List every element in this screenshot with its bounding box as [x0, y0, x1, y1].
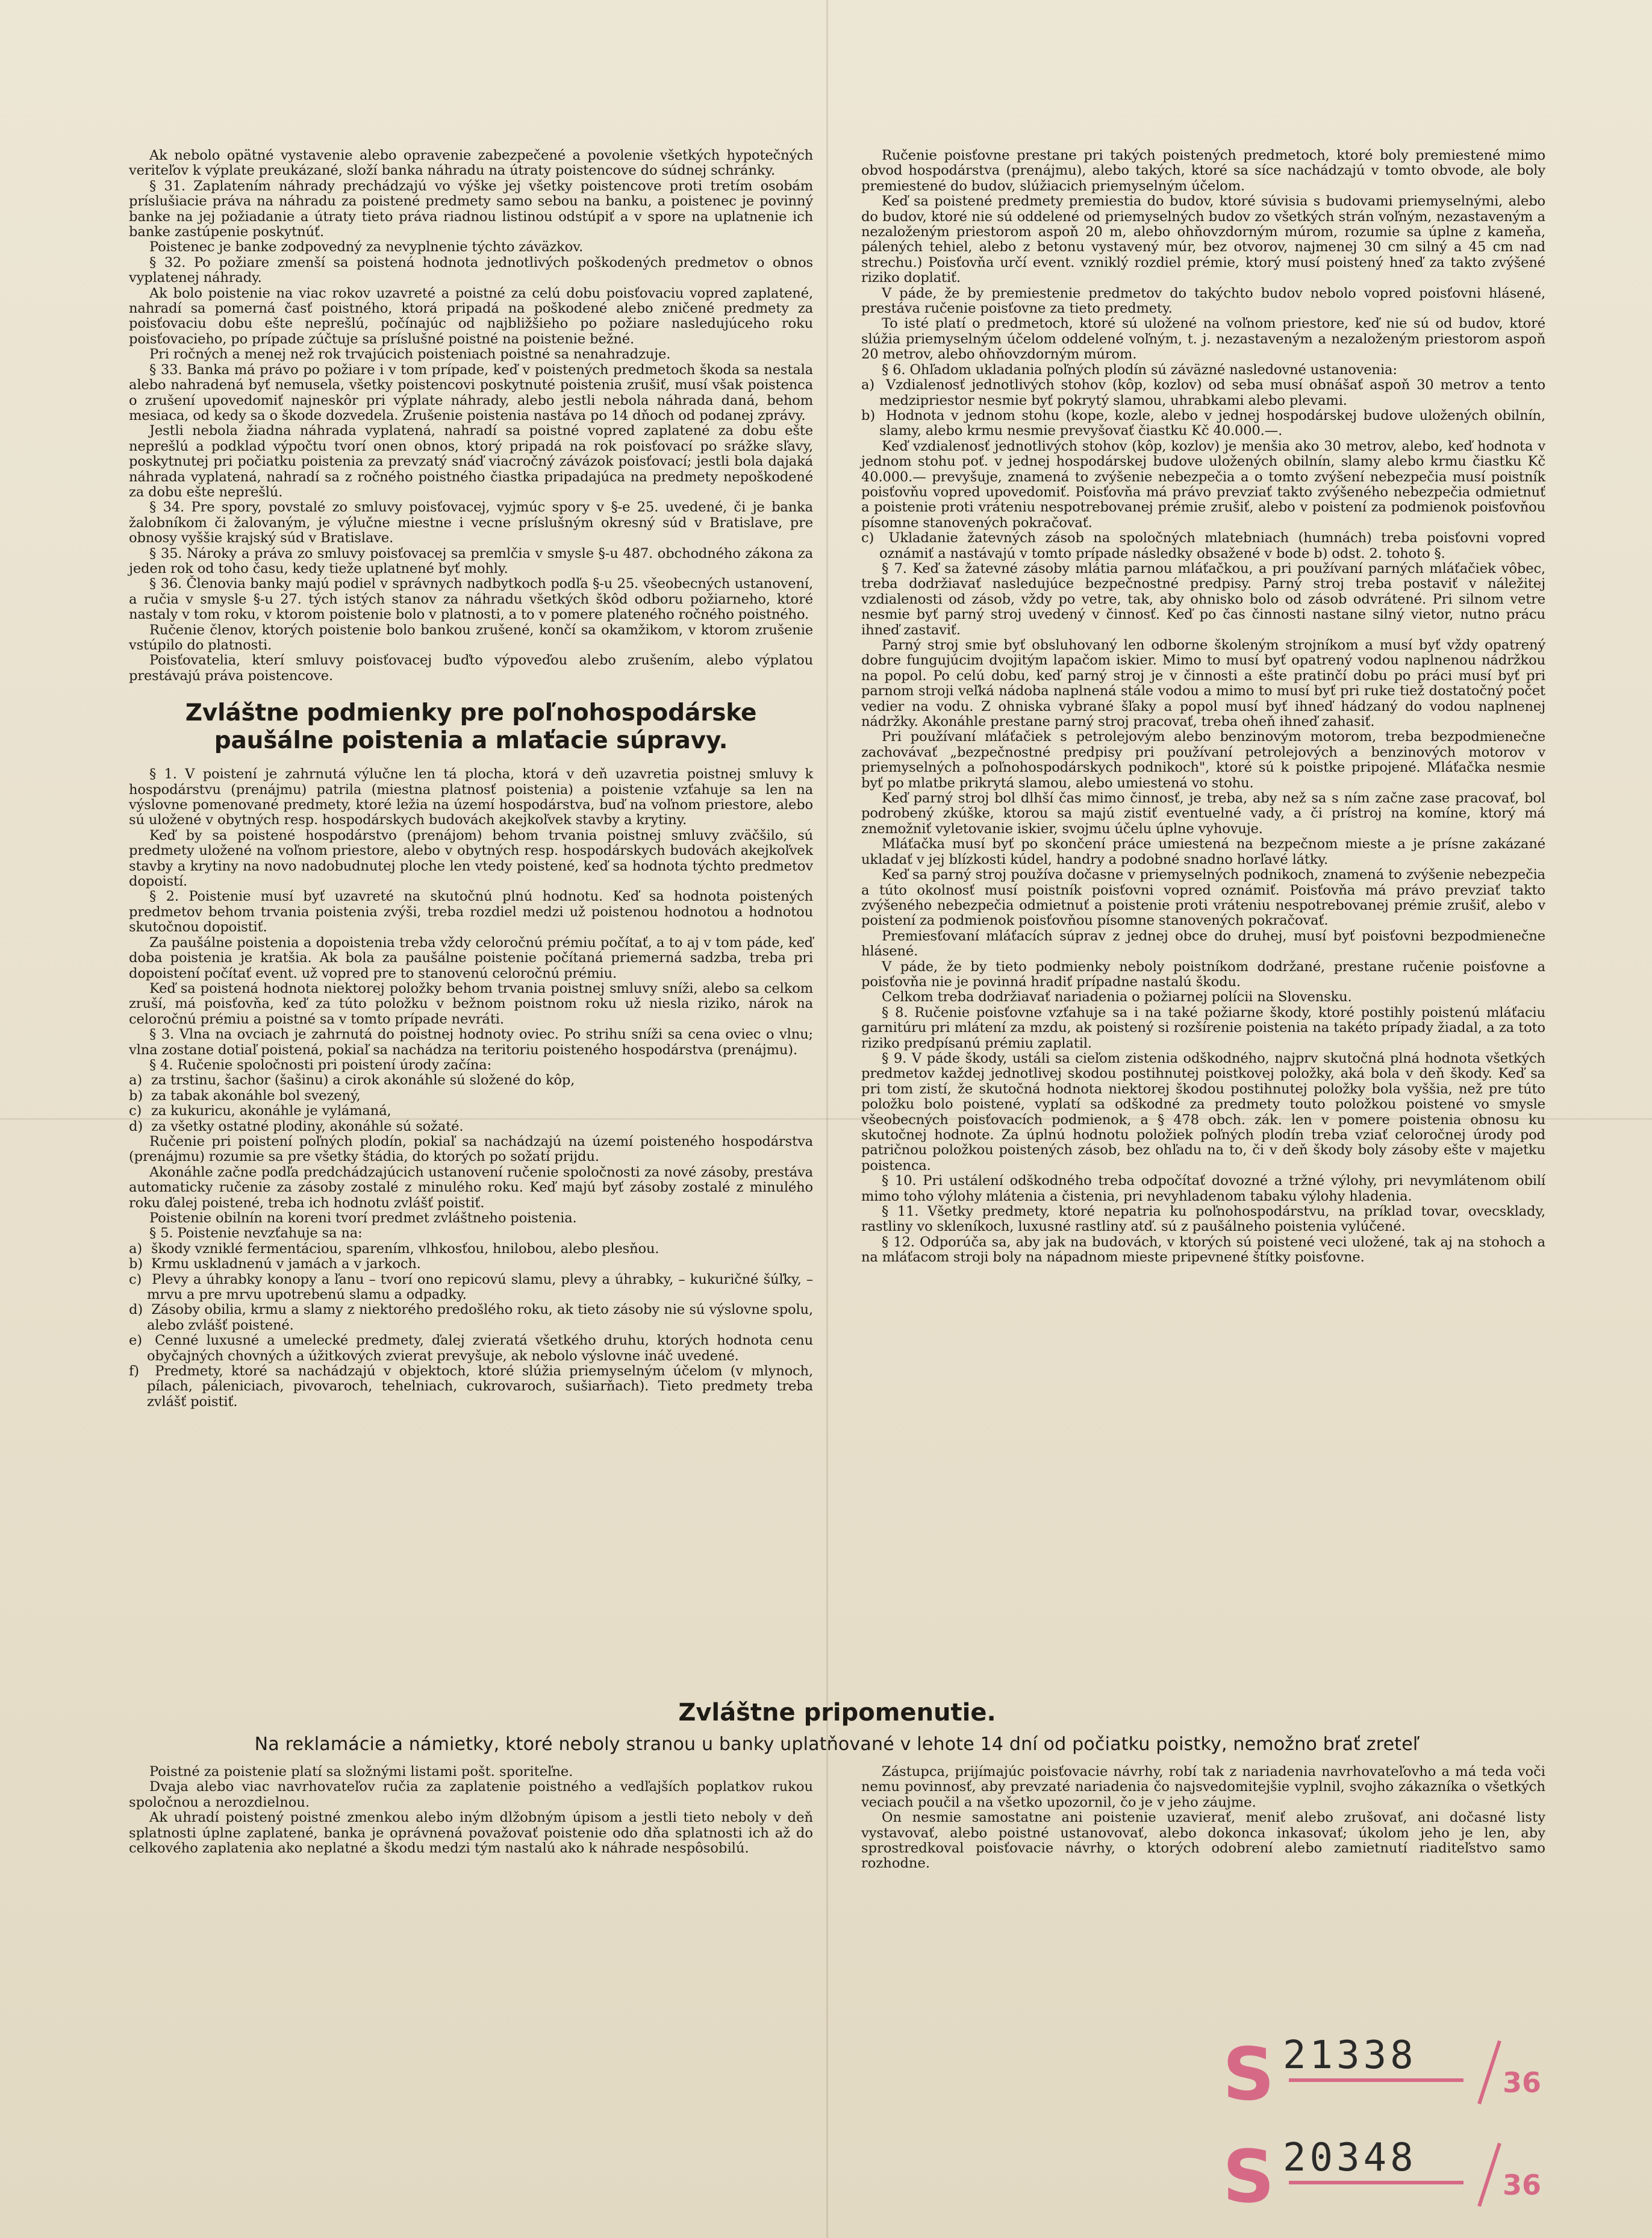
paragraph: Celkom treba dodržiavať nariadenia o požiarnej polícii na Slovensku.	[882, 989, 1352, 1005]
list-item-text: za trstinu, šachor (šašinu) a cirok akonáhle sú složené do kôp,	[147, 1072, 575, 1089]
paragraph: Ručenie pri poistení poľných plodín, pokiaľ sa nachádzajú na území poisteného hospodárstva (prenájmu) rozumie sa pre všetky štádia, do ktorých po sožatí prijdu.	[129, 1133, 813, 1165]
list-item-label: d)	[129, 1302, 143, 1318]
list-item	[861, 408, 1545, 439]
stamp-letter-1: S	[1223, 2033, 1275, 2117]
list-item-text: škody vzniklé fermentáciou, sparením, vlhkosťou, hnilobou, alebo plesňou.	[147, 1240, 659, 1257]
remark-left	[129, 1764, 813, 1856]
list-item-label: c)	[129, 1103, 142, 1119]
section-heading: Zvláštne podmienky pre poľnohospodárske paušálne poistenia a mlaťacie súpravy.	[185, 699, 757, 755]
paragraph: Ručenie členov, ktorých poistenie bolo bankou zrušené, končí sa okamžikom, v ktorom zrušenie vstúpilo do platnosti.	[129, 622, 813, 653]
paragraph: Jestli nebola žiadna náhrada vyplatená, nahradí sa poistné vopred zaplatené za dobu ešte neprešlú a podklad výpočtu tvorí onen obnos, ktorý pripadá na rok poisťovací po srážke sľavy, poskytnutej pri počiatku poistenia za prevzatý snáď viacročný závázok poisťovací; jestli bola dajaká náhrada vyplatená, nahradí sa z ročného poistného čiastka pripadajúca na predmety nepoškodené za dobu ešte neprešlú.	[129, 423, 813, 500]
paragraph: Akonáhle začne podľa predchádzajúcich ustanovení ručenie spoločnosti za nové zásoby, prestáva automaticky ručenie za zásoby zostalé z minulého roku. Keď majú byť zásoby zostalé z minulého roku ďalej poistené, treba ich hodnotu zvlášť poistiť.	[129, 1164, 813, 1211]
list-item-label: c)	[129, 1271, 142, 1287]
left-list-a	[129, 1073, 813, 1134]
stamp-number-1: 21338	[1283, 2033, 1417, 2078]
paragraph: Poistenec je banke zodpovedný za nevyplnenie týchto záväzkov.	[149, 239, 584, 255]
list-item-text: za kukuricu, akonáhle je vylámaná,	[147, 1103, 391, 1119]
paragraph: § 32. Po požiare zmenší sa poistená hodnota jednotlivých poškodených predmetov o obnos vyplatenej náhrady.	[129, 254, 813, 286]
paragraph: On nesmie samostatne ani poistenie uzavierať, meniť alebo zrušovať, ani dočasné listy vystavovať, alebo poistné ustanovovať, alebo dokonca inkasovať; úkolom jeho je len, aby sprostredkoval poisťovacie návrhy, o ktorých odobrení alebo zamietnutí riaditeľstvo samo rozhodne.	[861, 1810, 1545, 1872]
stamp-slash-2	[1477, 2143, 1501, 2207]
paragraph: § 8. Ručenie poisťovne vzťahuje sa i na také požiarne škody, ktoré postihly poistenú mláťaciu garnitúru pri mlátení za mzdu, ak poistený si rozšírenie poistenia na takéto prípady žiadal, a za toto riziko predpísanú prémiu zaplatil.	[861, 1004, 1545, 1051]
list-item-text: Predmety, ktoré sa nachádzajú v objektoch, ktoré slúžia priemyselným účelom (v mlynoch, pílach, páleniciach, pivovaroch, tehelniach, cukrovaroch, sušiarňach). Tieto predmety treba zvlášť poistiť.	[147, 1363, 813, 1410]
list-item	[129, 1272, 813, 1303]
paragraph: Ak uhradí poistený poistné zmenkou alebo iným dlžobným úpisom a jestli tieto neboly v deň splatnosti úplne zaplatené, banka je oprávnená považovať poistenie odo dňa splatnosti ich až do celkového zaplatenia ako neplatné a škodu medzi tým nastalú ako k náhrade nespôsobilú.	[129, 1810, 813, 1857]
paragraph: § 34. Pre spory, povstalé zo smluvy poisťovacej, vyjmúc spory v §-e 25. uvedené, či je banka žalobníkom či žalovaným, je výlučne miestne i vecne príslušným okresný súd v Bratislave, pre obnosy vyššie krajský súd v Bratislave.	[129, 499, 813, 546]
paragraph: § 10. Pri ustálení odškodného treba odpočítať dovozné a tržné výlohy, pri nevymlátenom obilí mimo toho výlohy mlátenia a čistenia, pri nevyhladenom tabaku výlohy hladenia.	[861, 1173, 1545, 1204]
paragraph: Parný stroj smie byť obsluhovaný len odborne školeným strojníkom a musí byť vždy opatrený dobre fungujúcim dvojitým lapačom iskier. Mimo to musí byť opatrený vodou naplnenou nádržkou na popol. Po celú dobu, keď parný stroj je v činnosti a ešte pratinčí dobu po práci musí byť pri parnom stroji veľká nádoba naplnená stále vodou a mimo to musí byť pri ruke tiež dostatočný počet vedier na vodu. Z ohniska vybrané šľaky a popol musí byť ihneď hádzaný do vodou naplnenej nádržky. Akonáhle prestane parný stroj pracovať, treba oheň ihneď zahasiť.	[861, 637, 1545, 730]
paragraph: Keď sa poistené predmety premiestia do budov, ktoré súvisia s budovami priemyselnými, alebo do budov, ktoré nie sú oddelené od priemyselných budov zo všetkých strán voľným, nezastaveným a nezaloženým priestorom aspoň 20 m, alebo ohňovzdorným múrom, rozumie sa úplne z kameňa, pálených tehiel, alebo z betonu vystavený múr, bez otvorov, najmenej 30 cm silný a 45 cm nad strechu.) Poisťovňa určí event. vzniklý rozdiel prémie, ktorý musí poistený hneď za takto zvýšené riziko doplatiť.	[861, 193, 1545, 286]
paragraph: Zástupca, prijímajúc poisťovacie návrhy, robí tak z nariadenia navrhovateľovho a má teda voči nemu povinnosť, aby prevzaté nariadenia čo najsvedomitejšie vyplnil, svojho zákazníka o všetkých veciach poučil a na všetko upozornil, čo je v jeho záujme.	[861, 1764, 1545, 1810]
right-paragraphs-2	[861, 439, 1545, 531]
list-item	[861, 531, 1545, 561]
list-item-label: a)	[129, 1240, 142, 1257]
paragraph: Keď sa poistená hodnota niektorej položky behom trvania poistnej smluvy sníži, alebo sa celkom zruší, má poisťovňa, keď za túto položku v bežnom poistnom roku už niesla riziko, nárok na celoročnú prémiu a poistné sa v tomto prípade nevráti.	[129, 980, 813, 1027]
remark-lead: Na reklamácie a námietky, ktoré neboly stranou u banky uplatňované v lehote 14 dní od počiatku poistky, nemožno brať zreteľ	[254, 1734, 1420, 1755]
list-item-text: za tabak akonáhle bol svezený,	[147, 1087, 361, 1104]
paragraph: Mláťačka musí byť po skončení práce umiestená na bezpečnom mieste a je prísne zakázané ukladať v jej blízkosti kúdel, handry a podobné snadno horľavé látky.	[861, 836, 1545, 867]
list-item	[129, 1302, 813, 1333]
list-item	[129, 1242, 813, 1257]
list-item	[129, 1119, 813, 1134]
list-item-text: Zásoby obilia, krmu a slamy z niektorého predošlého roku, ak tieto zásoby nie sú výslovne spolu, alebo zvlášť poistené.	[147, 1302, 813, 1333]
list-item-label: c)	[861, 530, 874, 546]
remark-columns	[129, 1764, 1545, 1921]
right-list-a	[861, 378, 1545, 439]
list-item	[129, 1364, 813, 1410]
list-item-label: b)	[861, 407, 875, 424]
stamp-letter-2: S	[1223, 2136, 1275, 2219]
list-item	[129, 1257, 813, 1272]
special-remark	[129, 1699, 1545, 1921]
stamp-sub-2: 36	[1503, 2169, 1542, 2201]
list-item-text: za všetky ostatné plodiny, akonáhle sú sožaté.	[147, 1118, 464, 1134]
paragraph: § 4. Ručenie spoločnosti pri poistení úrody začína:	[149, 1057, 492, 1073]
stamp-underline-1	[1289, 2078, 1463, 2082]
paragraph: Ak nebolo opätné vystavenie alebo opravenie zabezpečené a povolenie všetkých hypotečných veriteľov k výplate preukázané, složí banka náhradu na útraty poistencove do súdnej schránky.	[129, 148, 813, 179]
paragraph: Pri používaní mláťačiek s petrolejovým alebo benzinovým motorom, treba bezpodmienečne zachovávať „bezpečnostné predpisy pri používaní petrolejových a benzinových motorov v priemyselných a poľnohospodárskych podnikoch", ktoré sú k poistke pripojené. Mláťačka nesmie byť po mlatbe prikrytá slamou, alebo umiestená vo stohu.	[861, 729, 1545, 791]
list-item-text: Vzdialenosť jednotlivých stohov (kôp, kozlov) od seba musí obnášať aspoň 30 metrov a tento medzipriestor nesmie byť pokrytý slamou, uhrabkami alebo plevami.	[879, 377, 1545, 408]
right-column	[861, 148, 1545, 1266]
paragraph: Dvaja alebo viac navrhovateľov ručia za zaplatenie poistného a vedľajších poplatkov rukou spoločnou a nerozdielnou.	[129, 1779, 813, 1810]
left-column	[129, 148, 813, 1410]
list-item-text: Krmu uskladnenú v jamách a v jarkoch.	[147, 1256, 421, 1272]
list-item	[129, 1333, 813, 1364]
list-item-text: Cenné luxusné a umelecké predmety, ďalej zvieratá všetkého druhu, ktorých hodnota cenu obyčajných chovných a úžitkových zvierat prevyšuje, ak nebolo výslovne ináč uvedené.	[147, 1333, 813, 1364]
paragraph: Keď sa parný stroj používa dočasne v priemyselných podnikoch, znamená to zvýšenie nebezpečia a túto okolnosť musí poistník poisťovni vopred oznámiť. Poisťovňa má právo prevziať takto zvýšeného nebezpečia odmietnuť a poistenie proti vráteniu nespotrebovanej prémie zrušiť, alebo v poistení za podmienok poisťovňou písomne stanovených pokračovať.	[861, 867, 1545, 929]
remark-right	[861, 1764, 1545, 1872]
paragraph: § 35. Nároky a práva zo smluvy poisťovacej sa premlčia v smysle §-u 487. obchodného zákona za jeden rok od toho času, kedy tieže uplatnené byť mohly.	[129, 545, 813, 577]
left-paragraphs-2	[129, 767, 813, 1073]
paragraph: Ručenie poisťovne prestane pri takých poistených predmetoch, ktoré boly premiestené mimo obvod hospodárstva (prenájmu), alebo takých, ktoré sa síce nachádzajú v tomto obvode, ale boly premiestené do budov, slúžiacich priemyselným účelom.	[861, 148, 1545, 194]
left-list-b	[129, 1242, 813, 1410]
paragraph: § 2. Poistenie musí byť uzavreté na skutočnú plnú hodnotu. Keď sa hodnota poistených predmetov behom trvania poistenia zvýši, treba rozdiel medzi už poistenou hodnotou a hodnotou skutočnou dopoistiť.	[129, 889, 813, 936]
stamp-sub-1: 36	[1503, 2066, 1542, 2099]
list-item-label: a)	[129, 1072, 142, 1089]
remark-title: Zvláštne pripomenutie.	[678, 1699, 996, 1727]
paragraph: § 5. Poistenie nevzťahuje sa na:	[149, 1225, 363, 1242]
list-item	[861, 378, 1545, 408]
paragraph: § 11. Všetky predmety, ktoré nepatria ku poľnohospodárstvu, na príklad tovar, ovecsklady, rastliny vo skleníkoch, luxusné rastliny atď. sú z paušálneho poistenia vylúčené.	[861, 1204, 1545, 1235]
stamp-number-2: 20348	[1283, 2136, 1417, 2180]
left-paragraphs-3	[129, 1134, 813, 1242]
paragraph: Pri ročných a menej než rok trvajúcich poisteniach poistné sa nenahradzuje.	[149, 346, 671, 363]
paragraph: § 7. Keď sa žatevné zásoby mlátia parnou mláťačkou, a pri používaní parných mláťačiek vôbec, treba dodržiavať nasledujúce bezpečnostné predpisy. Parný stroj treba postaviť v náležitej vzdialenosti od zásob, vždy po vetre, tak, aby ohnisko bolo od zásob odvrátené. Pri silnom vetre nesmie byť parný stroj uvedený v činnosť. Keď po čas činnosti nastane silný vietor, nutno prácu ihneď zastaviť.	[861, 560, 1545, 638]
paragraph: Poistenie obilnín na koreni tvorí predmet zvláštneho poistenia.	[149, 1210, 577, 1226]
list-item-label: d)	[129, 1118, 143, 1134]
paragraph: Za paušálne poistenia a dopoistenia treba vždy celoročnú prémiu počítať, a to aj v tom páde, keď doba poistenia je kratšia. Ak bola za paušálne poistenie počítaná priemerná sadzba, treba pri dopoistení počítať event. už vopred pre to stanovenú celoročnú prémiu.	[129, 934, 813, 981]
list-item	[129, 1104, 813, 1119]
stamp-underline-2	[1289, 2181, 1463, 2184]
paragraph: § 31. Zaplatením náhrady prechádzajú vo výške jej všetky poistencove proti tretím osobám príslušiacie práva na náhradu za poistené predmety samo sebou na banku, a poistenec je povinný banke na jej požiadanie a útraty tieto práva riadnou listinou odstúpiť a v spore na uplatnenie ich banke zastúpenie poskytnúť.	[129, 178, 813, 240]
paragraph: § 33. Banka má právo po požiare i v tom prípade, keď v poistených predmetoch škoda sa nestala alebo nahradená byť nemusela, všetky poistencovi poskytnuté poistenia zrušiť, musí však poistenca o zrušení upovedomiť najneskôr pri výplate náhrady, alebo jestli nebola náhrada daná, behom mesiaca, od kedy sa o škode dozvedela. Zrušenie poistenia nastáva po 14 dňoch od podanej zprávy.	[129, 361, 813, 424]
paragraph: Keď vzdialenosť jednotlivých stohov (kôp, kozlov) je menšia ako 30 metrov, alebo, keď hodnota v jednom stohu poť. v jednej hospodárskej budove uložených obilnín, slamy alebo krmu čiastku Kč 40.000.— prevyšuje, znamená to zvýšenie nebezpečia a o tomto zvýšení nebezpečia musí poistník poisťovňu vopred upovedomiť. Poisťovňa má právo prevziať takto zvýšeného nebezpečia odmietnuť a poistenie proti vráteniu nespotrebovanej prémie zrušiť, alebo v poistení za podmienok poisťovňou písomne stanovených pokračovať.	[861, 438, 1545, 531]
list-item-label: b)	[129, 1256, 143, 1272]
stamp-slash-1	[1477, 2040, 1501, 2104]
right-paragraphs-3	[861, 561, 1545, 1266]
list-item	[129, 1089, 813, 1104]
paragraph: § 9. V páde škody, ustáli sa cieľom zistenia odškodného, najprv skutočná plná hodnota všetkých predmetov každej jednotlivej skodou postihnutej poistkovej položky, aká bola v deň škody. Keď sa pri tom zistí, že skutočná hodnota niektorej škodou postihnutej položky bola vyššia, než pre túto položku bolo poistené, vyplatí sa odškodné za predmety touto položkou poistené vo smysle všeobecných poisťovacích podmienok, a § 478 obch. zák. len v pomere poistenia obnosu ku skutočnej hodnote. Za úplnú hodnotu položiek poľných plodín treba vziať celoročnej úrody pod patričnou položkou poistených zásob, bez ohľadu na to, či v deň škody boly zásoby ešte v majetku poistenca.	[861, 1050, 1545, 1174]
paragraph: Premiesťovaní mláťacích súprav z jednej obce do druhej, musí byť poisťovni bezpodmienečne hlásené.	[861, 928, 1545, 960]
paragraph: § 1. V poistení je zahrnutá výlučne len tá plocha, ktorá v deň uzavretia poistnej smluvy k hospodárstvu (prenájmu) patrila (miestna platnosť poistenia) a poistenie vzťahuje sa len na výslovne pomenované predmety, ktoré ležia na území hospodárstva, buď na voľnom priestore, alebo sú uložené v obytných resp. hospodárskych budovách akejkoľvek stavby a krytiny.	[129, 766, 813, 828]
paragraph: Poisťovatelia, kterí smluvy poisťovacej buďto výpoveďou alebo zrušením, alebo výplatou prestávajú práva poistencove.	[129, 652, 813, 684]
list-item-label: f)	[129, 1363, 139, 1380]
paragraph: § 6. Ohľadom ukladania poľných plodín sú záväzné nasledovné ustanovenia:	[882, 361, 1397, 378]
list-item-label: a)	[861, 377, 874, 393]
list-item-label: b)	[129, 1087, 143, 1104]
paragraph: Ak bolo poistenie na viac rokov uzavreté a poistné za celú dobu poisťovaciu vopred zaplatené, nahradí sa pomerná časť poistného, ktorá pripadá na poškodené alebo zničené predmety za poisťovaciu dobu ešte neprešlú, počínajúc od najbližšieho po požiare nasledujúceho roku poisťovacieho, po prípade zúčtuje sa príslušné poistné na poistenie bežné.	[129, 285, 813, 347]
list-item-text: Ukladanie žatevných zásob na spoločných mlatebniach (humnách) treba poisťovni vopred oznámiť a nastávajú v tomto prípade následky obsažené v bode b) odst. 2. tohoto §.	[879, 530, 1545, 561]
left-paragraphs-1	[129, 148, 813, 684]
list-item-text: Plevy a úhrabky konopy a ľanu – tvorí ono repicovú slamu, plevy a úhrabky, – kukuričné šúľky, – mrvu a pre mrvu upotrebenú slamu a odpadky.	[147, 1271, 813, 1303]
paragraph: § 36. Členovia banky majú podiel v správnych nadbytkoch podľa §-u 25. všeobecných ustanovení, a ručia v smysle §-u 27. tých istých stanov za náhradu všetkých škôd odboru požiarneho, ktoré nastaly v tom roku, v ktorom poistenie bolo v platnosti, a to v pomere plateného ročného poistného.	[129, 576, 813, 623]
paragraph: To isté platí o predmetoch, ktoré sú uložené na voľnom priestore, keď nie sú od budov, ktoré slúžia priemyselným účelom oddelené voľným, t. j. nezastaveným a nezaloženým priestorom aspoň 20 metrov, alebo ohňovzdorným múrom.	[861, 316, 1545, 363]
paragraph: § 3. Vlna na ovciach je zahrnutá do poistnej hodnoty oviec. Po strihu sníži sa cena oviec o vlnu; vlna zostane dotiaľ poistená, pokiaľ sa nachádza na teritoriu poisteného hospodárstva (prenájmu).	[129, 1027, 813, 1058]
right-paragraphs-1	[861, 148, 1545, 378]
right-list-b	[861, 531, 1545, 561]
list-item-text: Hodnota v jednom stohu (kope, kozle, alebo v jednej hospodárskej budove uložených obilnín, slamy, alebo krmu nesmie prevyšovať čiastku Kč 40.000.—.	[879, 407, 1545, 439]
list-item-label: e)	[129, 1333, 142, 1349]
paragraph: Poistné za poistenie platí sa složnými listami pošt. sporiteľne.	[149, 1764, 573, 1780]
paragraph: V páde, že by premiestenie predmetov do takýchto budov nebolo vopred poisťovni hlásené, prestáva ručenie poisťovne za tieto predmety.	[861, 285, 1545, 317]
paragraph: V páde, že by tieto podmienky neboly poistníkom dodržané, prestane ručenie poisťovne a poisťovňa nie je povinná hradiť prípadne nastalú škodu.	[861, 958, 1545, 990]
paragraph: § 12. Odporúča sa, aby jak na budovách, v ktorých sú poistené veci uložené, tak aj na stohoch a na mláťacom stroji boly na nápadnom mieste pripevnené štítky poisťovne.	[861, 1234, 1545, 1266]
paragraph: Keď by sa poistené hospodárstvo (prenájom) behom trvania poistnej smluvy zväčšilo, sú predmety uložené na voľnom priestore, alebo v obytných resp. hospodárskych budovách akejkoľvek stavby a krytiny na novo nadobudnutej ploche len vtedy poistené, keď sa hodnota týchto predmetov dopoistí.	[129, 827, 813, 890]
paragraph: Keď parný stroj bol dlhší čas mimo činnosť, je treba, aby než sa s ním začne zase pracovať, bol podrobený zkúške, ktorou sa majú zistiť eventuelné vady, a či prístroj na komíne, ktorý má znemožniť vyletovanie iskier, svojmu účelu úplne vyhovuje.	[861, 790, 1545, 837]
list-item	[129, 1073, 813, 1088]
